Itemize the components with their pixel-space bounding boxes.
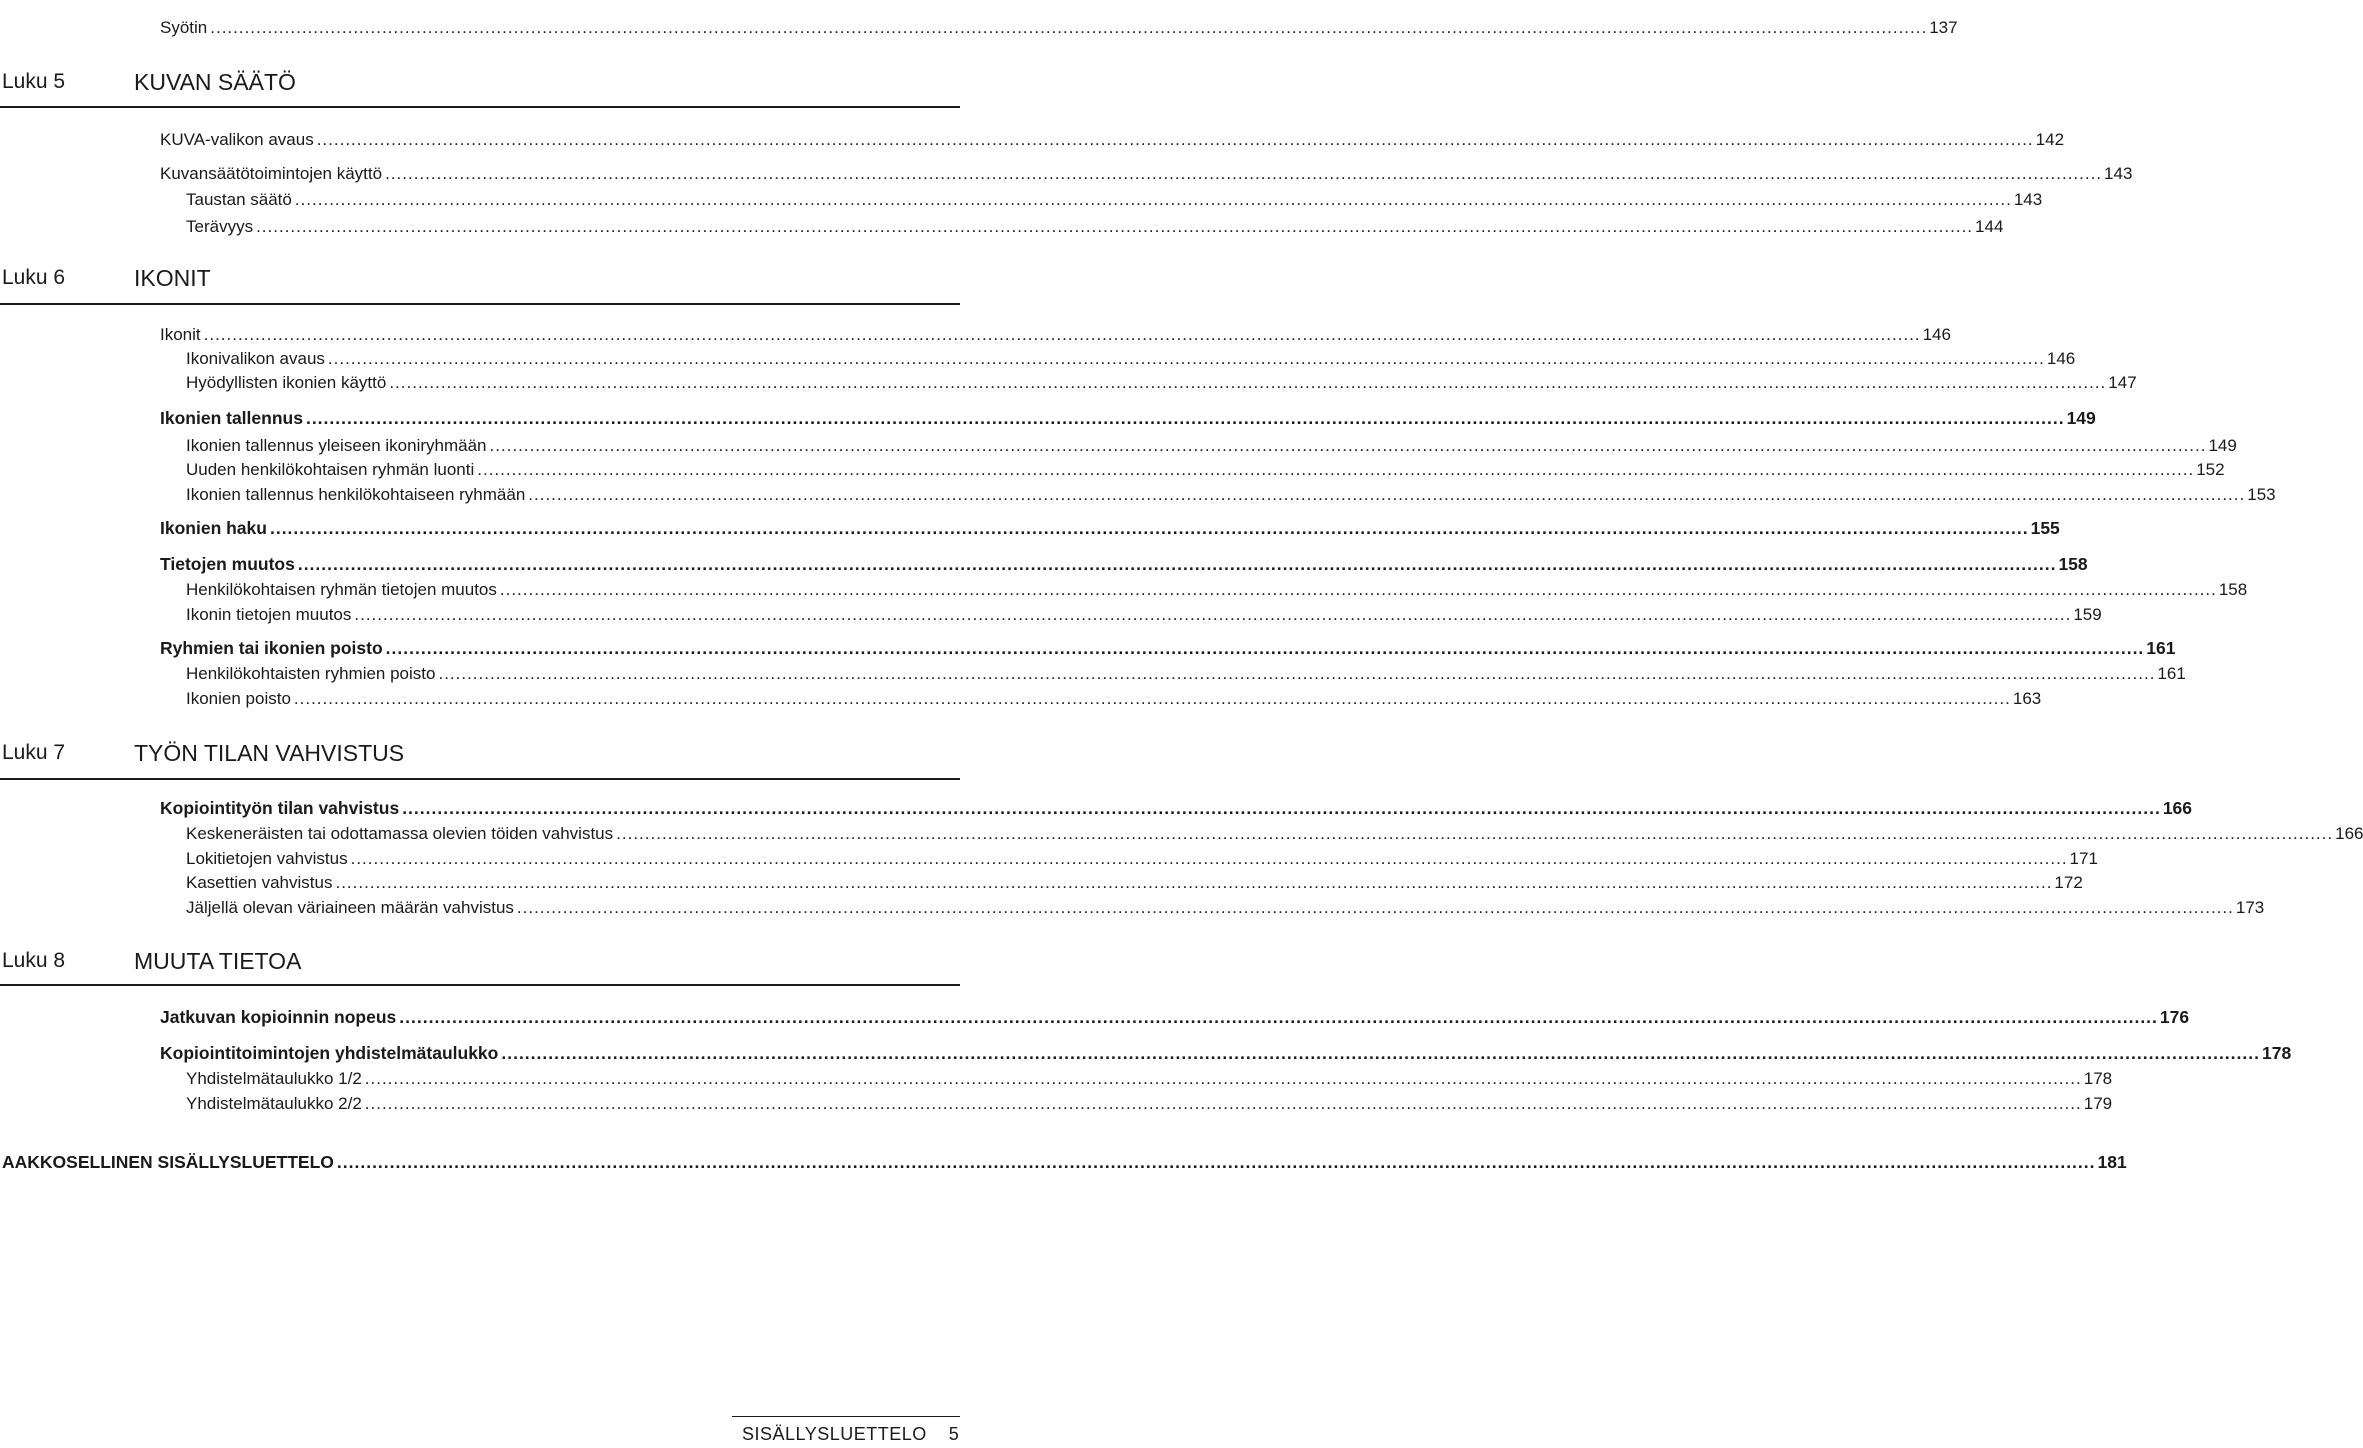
toc-entry-title: Keskeneräisten tai odottamassa olevien töiden vahvistus — [186, 824, 614, 843]
toc-entry-title: Kuvansäätötoimintojen käyttö — [160, 164, 383, 183]
toc-entry[interactable] — [160, 638, 2176, 659]
toc-entry-page: 155 — [2030, 518, 2060, 538]
toc-subentry[interactable] — [186, 485, 2276, 505]
dot-leader: ............................................................................................................................................................................................................................................................................................................ — [335, 873, 2053, 892]
toc-entry-title: Uuden henkilökohtaisen ryhmän luonti — [186, 460, 475, 479]
toc-entry-page: 143 — [2104, 164, 2133, 183]
toc-entry-page: 143 — [2013, 190, 2043, 209]
toc-entry-page: 166 — [2162, 798, 2193, 818]
toc-entry-page: 152 — [2196, 460, 2225, 479]
dot-leader: ............................................................................................................................................................................................................................................................................................................ — [316, 130, 2034, 149]
toc-entry-title: Ikonien tallennus yleiseen ikoniryhmään — [186, 436, 487, 455]
toc-entry[interactable] — [160, 164, 2133, 184]
toc-entry-page: 146 — [2046, 349, 2076, 368]
dot-leader: ............................................................................................................................................................................................................................................................................................................ — [402, 798, 2161, 818]
toc-entry-page: 159 — [2073, 605, 2102, 624]
toc-index-entry[interactable] — [2, 1152, 2127, 1173]
page-footer — [742, 1424, 959, 1445]
toc-entry-title: Kopiointitoimintojen yhdistelmätaulukko — [160, 1043, 499, 1063]
footer-rule — [732, 1416, 960, 1417]
dot-leader: ............................................................................................................................................................................................................................................................................................................ — [489, 436, 2207, 455]
toc-subentry[interactable] — [186, 436, 2237, 456]
toc-entry-page: 178 — [2261, 1043, 2292, 1063]
toc-subentry[interactable] — [186, 1094, 2113, 1114]
toc-entry-title: Ikonit — [160, 325, 201, 344]
dot-leader: ............................................................................................................................................................................................................................................................................................................ — [297, 554, 2057, 574]
toc-entry-title: Hyödyllisten ikonien käyttö — [186, 373, 387, 392]
chapter-number: Luku 6 — [2, 266, 66, 289]
footer-page-number: 5 — [948, 1424, 960, 1444]
toc-subentry[interactable] — [186, 664, 2186, 684]
dot-leader: ............................................................................................................................................................................................................................................................................................................ — [438, 664, 2156, 683]
toc-subentry[interactable] — [186, 824, 2363, 844]
dot-leader: ............................................................................................................................................................................................................................................................................................................ — [269, 518, 2029, 538]
dot-leader: ............................................................................................................................................................................................................................................................................................................ — [499, 580, 2217, 599]
toc-entry-title: AAKKOSELLINEN SISÄLLYSLUETTELO — [2, 1152, 334, 1172]
toc-entry-title: Lokitietojen vahvistus — [186, 849, 348, 868]
toc-entry-page: 163 — [2012, 689, 2042, 708]
toc-entry[interactable] — [160, 18, 1958, 38]
toc-entry-title: Kopiointityön tilan vahvistus — [160, 798, 400, 818]
dot-leader: ............................................................................................................................................................................................................................................................................................................ — [294, 190, 2012, 209]
toc-entry-page: 172 — [2054, 873, 2083, 892]
toc-entry-page: 158 — [2058, 554, 2088, 574]
dot-leader: ............................................................................................................................................................................................................................................................................................................ — [210, 18, 1928, 37]
toc-entry-page: 158 — [2218, 580, 2248, 599]
toc-entry-title: Tietojen muutos — [160, 554, 295, 574]
toc-entry-title: KUVA-valikon avaus — [160, 130, 314, 149]
toc-entry-title: Terävyys — [186, 217, 254, 236]
toc-entry-page: 137 — [1929, 18, 1958, 37]
toc-entry-title: Ikonivalikon avaus — [186, 349, 325, 368]
toc-entry-page: 171 — [2069, 849, 2098, 868]
toc-entry-title: Jäljellä olevan väriaineen määrän vahvistus — [186, 898, 514, 917]
toc-entry-title: Ryhmien tai ikonien poisto — [160, 638, 383, 658]
toc-entry-title: Henkilökohtaisen ryhmän tietojen muutos — [186, 580, 497, 599]
toc-entry-title: Ikonien poisto — [186, 689, 291, 708]
toc-entry-page: 179 — [2083, 1094, 2113, 1113]
dot-leader: ............................................................................................................................................................................................................................................................................................................ — [293, 689, 2011, 708]
dot-leader: ............................................................................................................................................................................................................................................................................................................ — [364, 1094, 2082, 1113]
toc-subentry[interactable] — [186, 217, 2004, 237]
toc-entry-page: 149 — [2066, 408, 2096, 428]
toc-entry[interactable] — [160, 325, 1951, 345]
dot-leader: ............................................................................................................................................................................................................................................................................................................ — [350, 849, 2068, 868]
toc-subentry[interactable] — [186, 898, 2265, 918]
toc-entry-title: Jatkuvan kopioinnin nopeus — [160, 1007, 397, 1027]
dot-leader: ............................................................................................................................................................................................................................................................................................................ — [256, 217, 1974, 236]
dot-leader: ............................................................................................................................................................................................................................................................................................................ — [389, 373, 2107, 392]
toc-entry-page: 144 — [1975, 217, 2004, 236]
toc-entry-page: 166 — [2335, 824, 2363, 843]
dot-leader: ............................................................................................................................................................................................................................................................................................................ — [305, 408, 2065, 428]
toc-entry[interactable] — [160, 1007, 2190, 1028]
dot-leader: ............................................................................................................................................................................................................................................................................................................ — [399, 1007, 2158, 1027]
toc-entry[interactable] — [160, 798, 2193, 819]
toc-entry-page: 147 — [2108, 373, 2137, 392]
dot-leader: ............................................................................................................................................................................................................................................................................................................ — [616, 824, 2334, 843]
toc-subentry[interactable] — [186, 873, 2083, 893]
toc-entry-title: Yhdistelmätaulukko 1/2 — [186, 1069, 362, 1088]
toc-subentry[interactable] — [186, 1069, 2113, 1089]
toc-entry-page: 161 — [2157, 664, 2186, 683]
toc-entry-page: 149 — [2208, 436, 2237, 455]
toc-entry-title: Kasettien vahvistus — [186, 873, 333, 892]
chapter-divider — [0, 778, 960, 780]
toc-entry-title: Ikonin tietojen muutos — [186, 605, 352, 624]
dot-leader: ............................................................................................................................................................................................................................................................................................................ — [477, 460, 2195, 479]
chapter-divider — [0, 106, 960, 108]
dot-leader: ............................................................................................................................................................................................................................................................................................................ — [354, 605, 2072, 624]
chapter-number: Luku 7 — [2, 741, 66, 764]
toc-entry-title: Ikonien haku — [160, 518, 267, 538]
chapter-divider — [0, 303, 960, 305]
toc-subentry[interactable] — [186, 349, 2076, 369]
toc-entry[interactable] — [160, 554, 2088, 575]
toc-subentry[interactable] — [186, 580, 2248, 600]
dot-leader: ............................................................................................................................................................................................................................................................................................................ — [364, 1069, 2082, 1088]
toc-entry-page: 176 — [2159, 1007, 2190, 1027]
chapter-title[interactable]: TYÖN TILAN VAHVISTUS — [134, 740, 405, 766]
toc-entry-page: 153 — [2247, 485, 2276, 504]
toc-subentry[interactable] — [186, 460, 2225, 480]
dot-leader: ............................................................................................................................................................................................................................................................................................................ — [385, 164, 2103, 183]
toc-entry-title: Henkilökohtaisten ryhmien poisto — [186, 664, 436, 683]
chapter-number: Luku 8 — [2, 949, 66, 972]
dot-leader: ............................................................................................................................................................................................................................................................................................................ — [203, 325, 1921, 344]
toc-entry-page: 142 — [2035, 130, 2065, 149]
toc-entry-title: Yhdistelmätaulukko 2/2 — [186, 1094, 362, 1113]
toc-entry-title: Taustan säätö — [186, 190, 292, 209]
chapter-title[interactable]: MUUTA TIETOA — [134, 948, 302, 974]
toc-entry-page: 173 — [2235, 898, 2265, 917]
footer-section: SISÄLLYSLUETTELO — [742, 1424, 927, 1444]
chapter-number: Luku 5 — [2, 70, 66, 93]
dot-leader: ............................................................................................................................................................................................................................................................................................................ — [336, 1152, 2096, 1172]
toc-entry[interactable] — [160, 518, 2060, 539]
dot-leader: ............................................................................................................................................................................................................................................................................................................ — [327, 349, 2045, 368]
toc-subentry[interactable] — [186, 373, 2137, 393]
toc-subentry[interactable] — [186, 190, 2043, 210]
toc-entry-page: 178 — [2083, 1069, 2113, 1088]
toc-entry-page: 146 — [1922, 325, 1951, 344]
chapter-title[interactable]: KUVAN SÄÄTÖ — [134, 69, 296, 95]
dot-leader: ............................................................................................................................................................................................................................................................................................................ — [516, 898, 2234, 917]
toc-subentry[interactable] — [186, 689, 2042, 709]
toc-entry-page: 181 — [2097, 1152, 2127, 1172]
toc-entry[interactable] — [160, 1043, 2292, 1064]
dot-leader: ............................................................................................................................................................................................................................................................................................................ — [385, 638, 2145, 658]
toc-subentry[interactable] — [186, 849, 2098, 869]
toc-subentry[interactable] — [186, 605, 2102, 625]
toc-entry[interactable] — [160, 130, 2065, 150]
toc-entry-title: Ikonien tallennus — [160, 408, 303, 428]
toc-entry-title: Syötin — [160, 18, 208, 37]
toc-entry[interactable] — [160, 408, 2096, 429]
chapter-title[interactable]: IKONIT — [134, 265, 211, 291]
toc-entry-page: 161 — [2146, 638, 2176, 658]
dot-leader: ............................................................................................................................................................................................................................................................................................................ — [501, 1043, 2260, 1063]
dot-leader: ............................................................................................................................................................................................................................................................................................................ — [528, 485, 2246, 504]
chapter-divider — [0, 984, 960, 986]
toc-entry-title: Ikonien tallennus henkilökohtaiseen ryhmään — [186, 485, 526, 504]
